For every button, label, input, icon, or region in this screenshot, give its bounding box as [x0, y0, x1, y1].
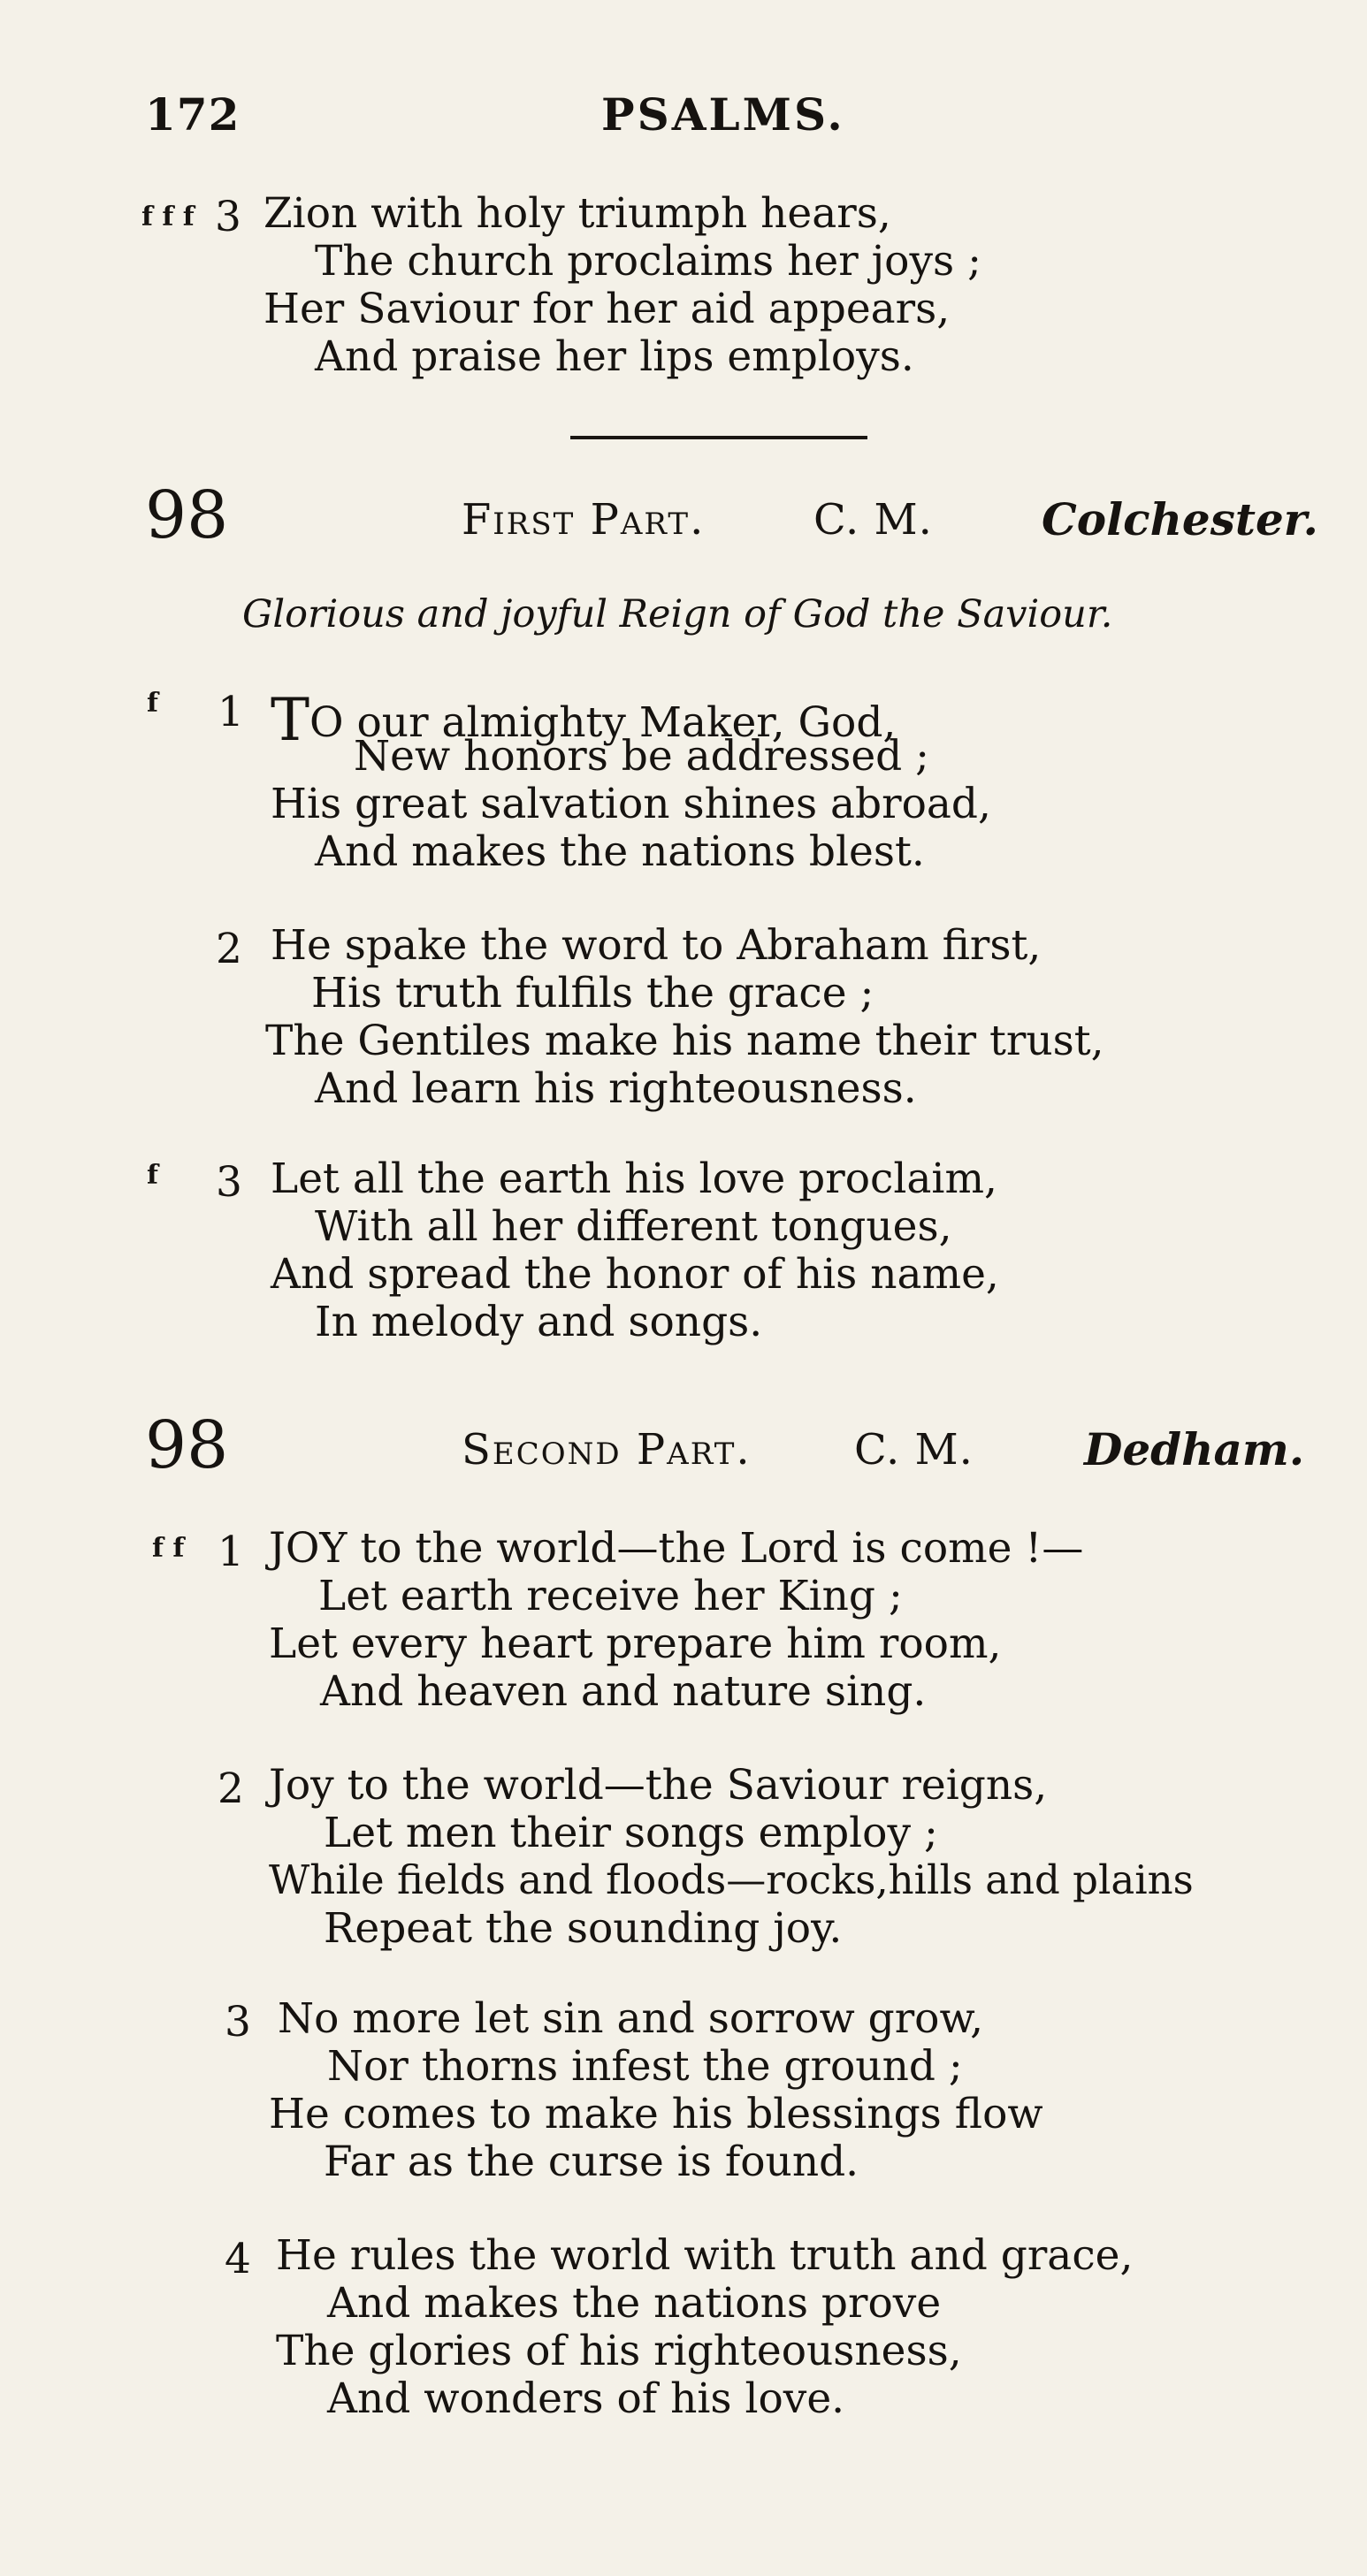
verse-line: And makes the nations prove	[327, 2279, 942, 2328]
verse-line: Zion with holy triumph hears,	[263, 189, 891, 238]
verse-line: The church proclaims her joys ;	[315, 237, 981, 286]
verse-number: 3	[215, 193, 241, 241]
verse-line: JOY to the world—the Lord is come !—	[269, 1524, 1084, 1573]
hymn-part: First Part.	[462, 495, 706, 545]
verse-line: Joy to the world—the Saviour reigns,	[269, 1761, 1048, 1810]
verse-number: 1	[218, 688, 244, 736]
dynamic-mark: f	[147, 688, 158, 719]
verse-line: And learn his righteousness.	[315, 1064, 917, 1113]
verse-number: 2	[216, 925, 242, 973]
verse-line: And makes the nations blest.	[315, 827, 925, 876]
verse-line: Repeat the sounding joy.	[324, 1904, 843, 1953]
verse-number: 4	[225, 2235, 251, 2283]
hymn-part: Second Part.	[462, 1425, 752, 1475]
verse-number: 3	[225, 1998, 251, 2046]
verse-line: And praise her lips employs.	[315, 332, 914, 381]
verse-line: New honors be addressed ;	[354, 732, 930, 781]
verse-number: 2	[218, 1764, 244, 1813]
verse-line: He spake the word to Abraham first,	[271, 921, 1042, 970]
verse-line: With all her different tongues,	[315, 1202, 952, 1251]
verse-line: In melody and songs.	[315, 1298, 763, 1346]
verse-line: Let earth receive her King ;	[318, 1572, 903, 1620]
page-number: 172	[145, 88, 241, 141]
verse-line: Let all the earth his love proclaim,	[271, 1155, 997, 1203]
hymn-subtitle: Glorious and joyful Reign of God the Saviour.	[242, 592, 1113, 636]
dynamic-mark: f f f	[141, 202, 195, 232]
verse-line: He comes to make his blessings flow	[269, 2090, 1043, 2138]
tune-name: Dedham.	[1084, 1423, 1305, 1475]
verse-line: Let men their songs employ ;	[324, 1809, 938, 1857]
hymn-number: 98	[145, 1407, 229, 1483]
verse-line: The glories of his righteousness,	[276, 2327, 962, 2375]
hymn-meter: C. M.	[854, 1425, 974, 1475]
verse-line: Let every heart prepare him room,	[269, 1620, 1002, 1668]
verse-line: Nor thorns infest the ground ;	[327, 2042, 963, 2091]
verse-line-rest: O our almighty Maker, God,	[309, 698, 897, 747]
verse-line: And spread the honor of his name,	[271, 1250, 999, 1299]
section-divider	[570, 436, 867, 439]
tune-name: Colchester.	[1042, 493, 1318, 545]
verse-number: 3	[216, 1158, 242, 1207]
dynamic-mark: f	[147, 1160, 158, 1191]
verse-line: Her Saviour for her aid appears,	[263, 285, 951, 333]
verse-line: Far as the curse is found.	[324, 2138, 859, 2186]
drop-cap: T	[271, 686, 310, 754]
verse-line: And wonders of his love.	[327, 2374, 845, 2423]
hymn-number: 98	[145, 477, 229, 553]
verse-line: His truth fulfils the grace ;	[311, 969, 874, 1017]
verse-line: No more let sin and sorrow grow,	[278, 1994, 984, 2043]
dynamic-mark: f f	[152, 1533, 185, 1564]
verse-line: While fields and floods—rocks,hills and plains	[269, 1856, 1194, 1903]
verse-line: And heaven and nature sing.	[320, 1667, 927, 1716]
verse-number: 1	[218, 1528, 244, 1576]
verse-line: The Gentiles make his name their trust,	[265, 1017, 1104, 1065]
verse-line: His great salvation shines abroad,	[271, 780, 991, 828]
hymn-meter: C. M.	[813, 495, 933, 545]
verse-line: He rules the world with truth and grace,	[276, 2231, 1134, 2280]
running-title: PSALMS.	[601, 88, 845, 141]
